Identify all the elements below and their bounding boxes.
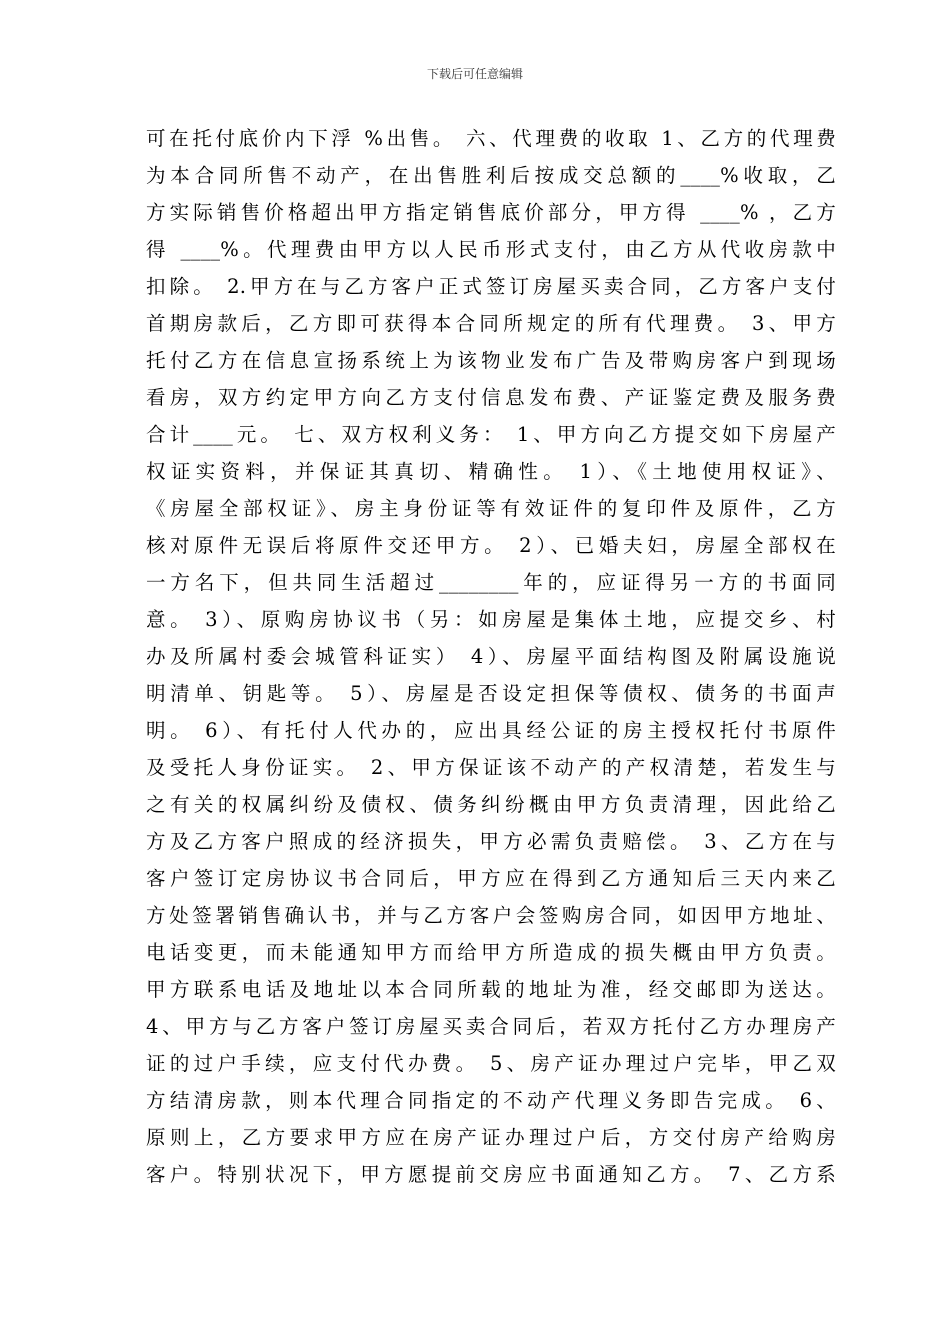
document-body	[146, 120, 836, 1193]
text-line: 得 ____%。代理费由甲方以人民币形式支付，由乙方从代收房款中	[146, 238, 836, 261]
text-line: 权证实资料，并保证其真切、精确性。 1）、《土地使用权证》、	[146, 460, 836, 483]
text-line: 4、甲方与乙方客户签订房屋买卖合同后，若双方托付乙方办理房产	[146, 1015, 836, 1038]
text-line: 托付乙方在信息宣扬系统上为该物业发布广告及带购房客户到现场	[146, 349, 836, 372]
text-line: 方处签署销售确认书，并与乙方客户会签购房合同，如因甲方地址、	[146, 904, 836, 927]
text-line: 甲方联系电话及地址以本合同所载的地址为准，经交邮即为送达。	[146, 978, 836, 1001]
text-line: 为本合同所售不动产，在出售胜利后按成交总额的____%收取，乙	[146, 164, 836, 187]
text-line: 核对原件无误后将原件交还甲方。 2）、已婚夫妇，房屋全部权在	[146, 534, 836, 557]
text-line: 方实际销售价格超出甲方指定销售底价部分，甲方得 ____% ，乙方	[146, 201, 836, 224]
text-line: 一方名下，但共同生活超过________年的，应证得另一方的书面同	[146, 571, 836, 594]
text-line: 办及所属村委会城管科证实） 4）、房屋平面结构图及附属设施说	[146, 645, 836, 668]
text-line: 原则上，乙方要求甲方应在房产证办理过户后，方交付房产给购房	[146, 1126, 836, 1149]
text-line: 证的过户手续，应支付代办费。 5、房产证办理过户完毕，甲乙双	[146, 1052, 836, 1075]
text-line: 看房，双方约定甲方向乙方支付信息发布费、产证鉴定费及服务费	[146, 386, 836, 409]
text-line: 方及乙方客户照成的经济损失，甲方必需负责赔偿。 3、乙方在与	[146, 830, 836, 853]
text-line: 客户签订定房协议书合同后，甲方应在得到乙方通知后三天内来乙	[146, 867, 836, 890]
text-line: 明清单、钥匙等。 5）、房屋是否设定担保等债权、债务的书面声	[146, 682, 836, 705]
text-line: 首期房款后，乙方即可获得本合同所规定的所有代理费。 3、甲方	[146, 312, 836, 335]
text-line: 扣除。 2.甲方在与乙方客户正式签订房屋买卖合同，乙方客户支付	[146, 275, 836, 298]
text-line: 可在托付底价内下浮 %出售。 六、代理费的收取 1、乙方的代理费	[146, 127, 836, 150]
page-header-note: 下载后可任意编辑	[426, 67, 523, 81]
text-line: 之有关的权属纠纷及债权、债务纠纷概由甲方负责清理，因此给乙	[146, 793, 836, 816]
text-line: 合计____元。 七、双方权利义务： 1、甲方向乙方提交如下房屋产	[146, 423, 836, 446]
text-line: 及受托人身份证实。 2、甲方保证该不动产的产权清楚，若发生与	[146, 756, 836, 779]
text-line: 明。 6）、有托付人代办的，应出具经公证的房主授权托付书原件	[146, 719, 836, 742]
text-line: 意。 3）、原购房协议书（另：如房屋是集体土地，应提交乡、村	[146, 608, 836, 631]
text-line: 方结清房款，则本代理合同指定的不动产代理义务即告完成。 6、	[146, 1089, 836, 1112]
text-line: 电话变更，而未能通知甲方而给甲方所造成的损失概由甲方负责。	[146, 941, 836, 964]
text-line: 《房屋全部权证》、房主身份证等有效证件的复印件及原件，乙方	[146, 497, 836, 520]
text-line: 客户。特别状况下，甲方愿提前交房应书面通知乙方。 7、乙方系	[146, 1163, 836, 1186]
